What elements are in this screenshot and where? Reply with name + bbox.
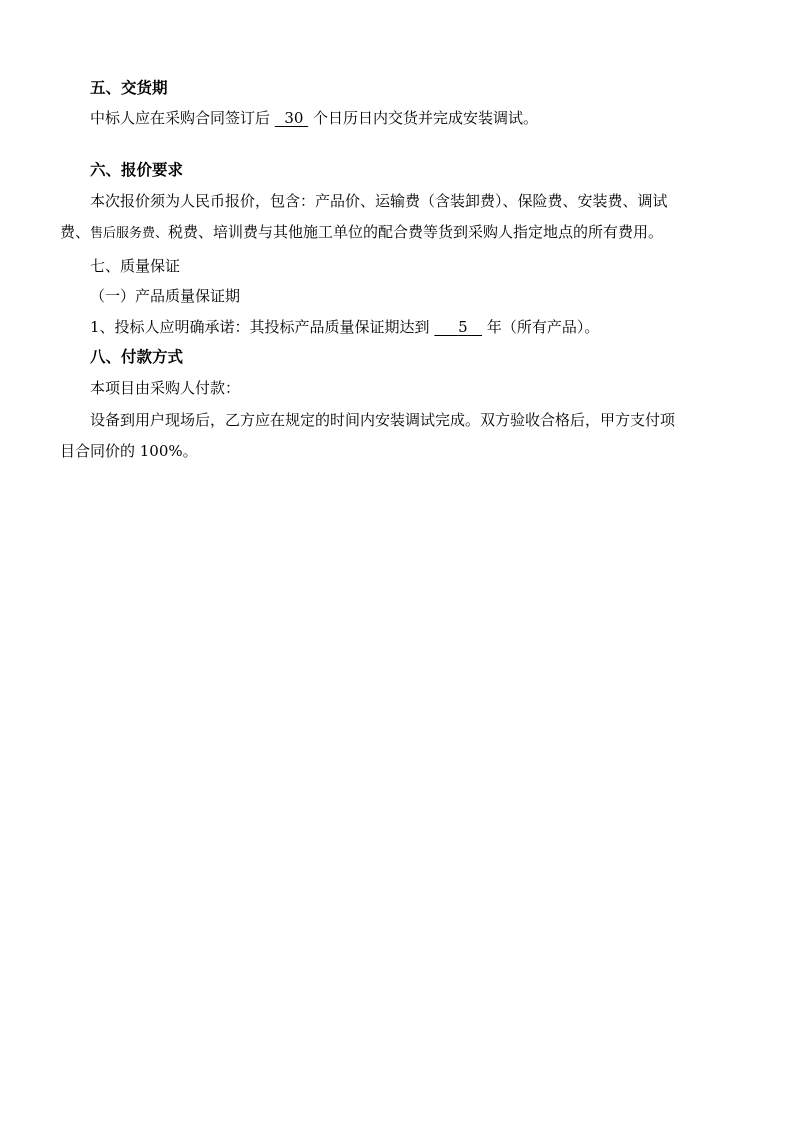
delivery-suffix: 个日历日内交货并完成安装调试。 [313, 109, 539, 127]
quotation-line-2-b: 税费、培训费与其他施工单位的配合费等货到采购人指定地点的所有费用。 [168, 223, 664, 241]
warranty-subheading: （一）产品质量保证期 [90, 287, 241, 305]
section-6-heading: 六、报价要求 [90, 161, 184, 179]
delivery-prefix: 中标人应在采购合同签订后 [90, 109, 271, 127]
warranty-prefix: 1、投标人应明确承诺：其投标产品质量保证期达到 [90, 318, 430, 336]
section-7-heading: 七、质量保证 [90, 257, 181, 275]
warranty-years-value: 5 [458, 318, 468, 336]
quotation-line-2-small: 售后服务费、 [90, 226, 169, 241]
quotation-line-2-a: 费、 [60, 223, 91, 241]
warranty-suffix: 年（所有产品）。 [486, 318, 600, 336]
section-5-heading: 五、交货期 [90, 79, 168, 97]
payment-text-line-2: 设备到用户现场后，乙方应在规定的时间内安装调试完成。双方验收合格后，甲方支付项 [90, 411, 676, 429]
delivery-period-text [90, 108, 538, 128]
warranty-commitment-text [90, 317, 599, 337]
delivery-days-value: 30 [284, 109, 304, 127]
section-8-heading: 八、付款方式 [90, 348, 184, 366]
quotation-text-line-1: 本次报价须为人民币报价，包含：产品价、运输费（含装卸费）、保险费、安装费、调试 [90, 192, 668, 210]
payment-text-line-1: 本项目由采购人付款： [90, 379, 241, 397]
payment-text-line-3: 目合同价的 100%。 [60, 442, 198, 460]
quotation-text-line-2 [60, 222, 663, 244]
